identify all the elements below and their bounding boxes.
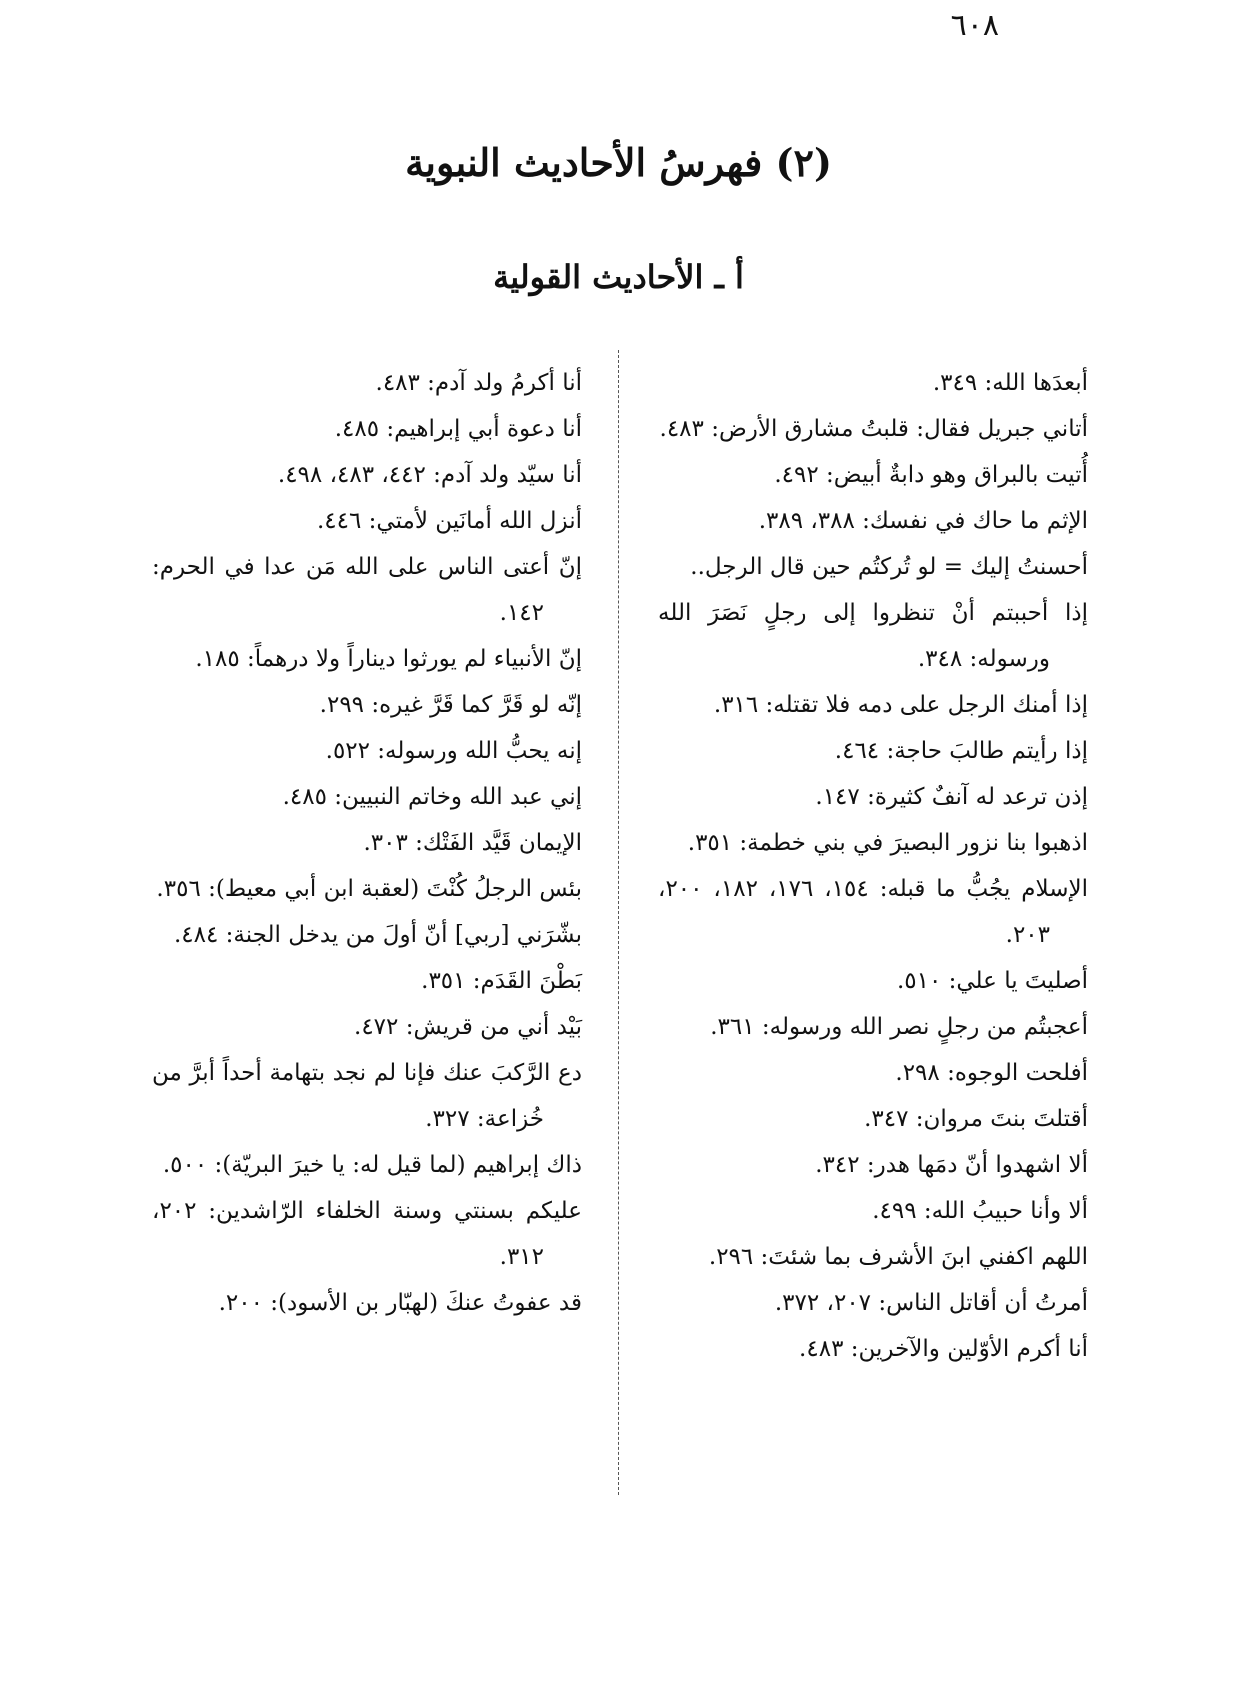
index-entry: إنّ الأنبياء لم يورثوا ديناراً ولا درهماً: ١٨٥.: [195, 646, 582, 672]
index-entry: قد عفوتُ عنكَ (لهبّار بن الأسود): ٢٠٠.: [218, 1290, 582, 1316]
index-entry: أُتيت بالبراق وهو دابةٌ أبيض: ٤٩٢.: [774, 462, 1088, 488]
index-entry: أفلحت الوجوه: ٢٩٨.: [895, 1060, 1088, 1086]
index-entry: الإيمان قَيَّد الفَتْك: ٣٠٣.: [363, 830, 582, 856]
index-entry: إنّ أعتى الناس على الله مَن عدا في الحرم: ١٤٢.: [152, 554, 582, 626]
index-entry: الإثم ما حاك في نفسك: ٣٨٨، ٣٨٩.: [758, 508, 1088, 534]
index-entry: أنا سيّد ولد آدم: ٤٤٢، ٤٨٣، ٤٩٨.: [277, 462, 582, 488]
index-entry: اذهبوا بنا نزور البصيرَ في بني خطمة: ٣٥١.: [687, 830, 1088, 856]
page-title: (٢) فهرسُ الأحاديث النبوية: [405, 140, 832, 185]
index-entry: إذا أحببتم أنْ تنظروا إلى رجلٍ نَصَرَ الله ورسوله: ٣٤٨.: [658, 600, 1088, 672]
index-entry: الإسلام يجُبُّ ما قبله: ١٥٤، ١٧٦، ١٨٢، ٢٠٠، ٢٠٣.: [658, 876, 1089, 948]
index-entry: دع الرَّكبَ عنك فإنا لم نجد بتهامة أحداً أبرَّ من خُزاعة: ٣٢٧.: [152, 1060, 582, 1132]
index-entry: بَيْد أني من قريش: ٤٧٢.: [354, 1014, 582, 1040]
index-entry: ألا اشهدوا أنّ دمَها هدر: ٣٤٢.: [815, 1152, 1088, 1178]
index-entry: إني عبد الله وخاتم النبيين: ٤٨٥.: [282, 784, 582, 810]
page-number: ٦٠٨: [950, 8, 999, 43]
index-entry: أقتلتَ بنتَ مروان: ٣٤٧.: [864, 1106, 1088, 1132]
column-divider: [618, 350, 619, 1495]
index-entry: إذن ترعد له آنفٌ كثيرة: ١٤٧.: [815, 784, 1088, 810]
index-entry: أنا دعوة أبي إبراهيم: ٤٨٥.: [334, 416, 582, 442]
index-column-left: [152, 360, 582, 1326]
index-entry: أنا أكرمُ ولد آدم: ٤٨٣.: [375, 370, 582, 396]
section-title: أ ـ الأحاديث القولية: [493, 258, 744, 296]
index-entry: عليكم بسنتي وسنة الخلفاء الرّاشدين: ٢٠٢، ٣١٢.: [152, 1198, 582, 1270]
index-entry: أحسنتُ إليك = لو تُركتُم حين قال الرجل..: [690, 554, 1088, 580]
index-entry: ألا وأنا حبيبُ الله: ٤٩٩.: [872, 1198, 1088, 1224]
index-entry: اللهم اكفني ابنَ الأشرف بما شئتَ: ٢٩٦.: [708, 1244, 1088, 1270]
index-entry: إنه يحبُّ الله ورسوله: ٥٢٢.: [325, 738, 582, 764]
index-entry: إنّه لو قَرَّ كما قَرَّ غيره: ٢٩٩.: [319, 692, 582, 718]
index-entry: بئس الرجلُ كُنْتَ (لعقبة ابن أبي معيط): ٣٥٦.: [156, 876, 582, 902]
index-entry: أنزل الله أمانَين لأمتي: ٤٤٦.: [316, 508, 582, 534]
index-entry: أبعدَها الله: ٣٤٩.: [932, 370, 1088, 396]
index-entry: أنا أكرم الأوّلين والآخرين: ٤٨٣.: [799, 1336, 1088, 1362]
index-entry: أمرتُ أن أقاتل الناس: ٢٠٧، ٣٧٢.: [774, 1290, 1088, 1316]
index-entry: ذاك إبراهيم (لما قيل له: يا خيرَ البريّة): ٥٠٠.: [162, 1152, 582, 1178]
index-entry: أعجبتُم من رجلٍ نصر الله ورسوله: ٣٦١.: [710, 1014, 1088, 1040]
index-entry: أصليتَ يا علي: ٥١٠.: [896, 968, 1088, 994]
index-entry: بشّرَني [ربي] أنّ أولَ من يدخل الجنة: ٤٨٤.: [173, 922, 582, 948]
index-entry: أتاني جبريل فقال: قلبتُ مشارق الأرض: ٤٨٣.: [659, 416, 1088, 442]
index-entry: إذا أمنك الرجل على دمه فلا تقتله: ٣١٦.: [713, 692, 1088, 718]
index-entry: إذا رأيتم طالبَ حاجة: ٤٦٤.: [834, 738, 1088, 764]
index-entry: بَطْنَ القَدَم: ٣٥١.: [421, 968, 582, 994]
index-column-right: [658, 360, 1088, 1372]
